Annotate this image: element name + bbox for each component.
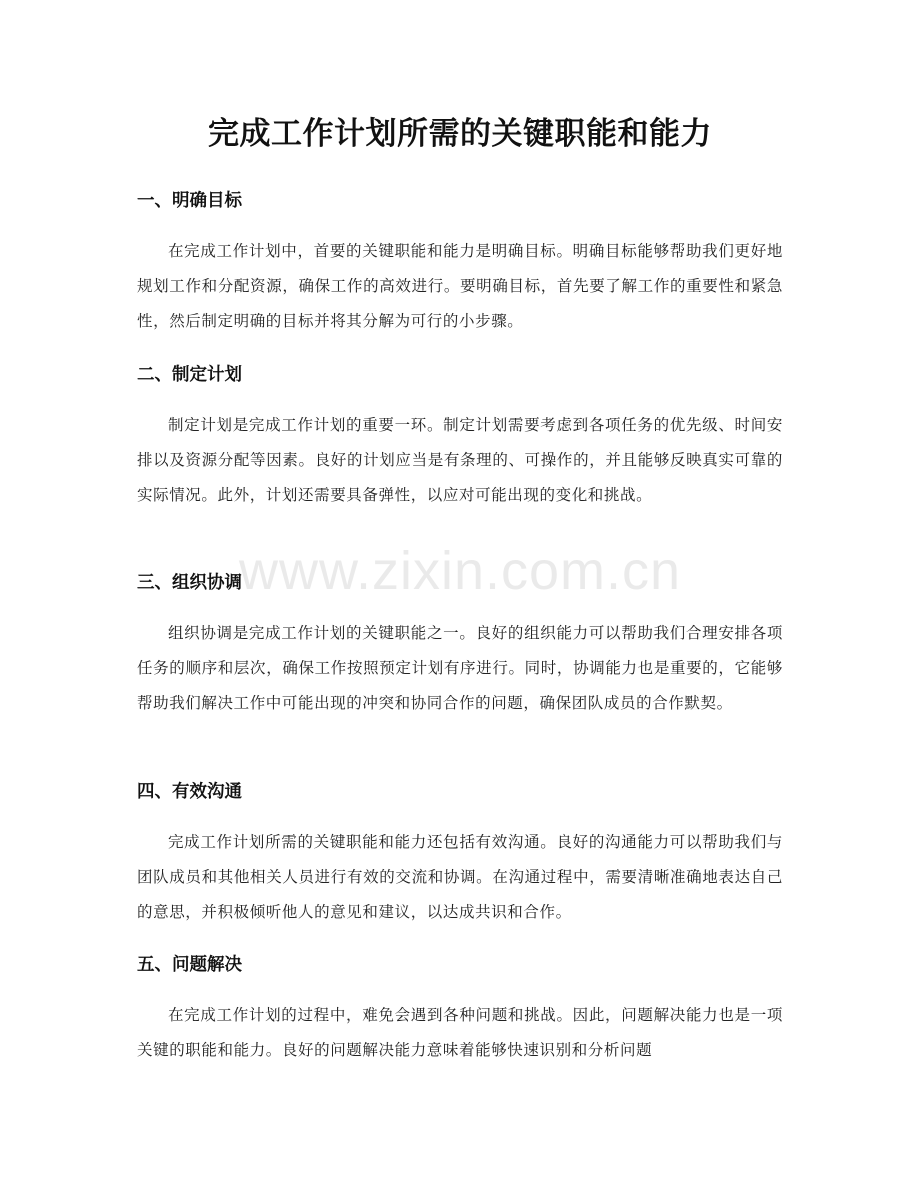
section-heading: 五、问题解决: [137, 955, 242, 975]
section-body: 在完成工作计划中，首要的关键职能和能力是明确目标。明确目标能够帮助我们更好地规划工作和分配资源，确保工作的高效进行。要明确目标，首先要了解工作的重要性和紧急性，然后制定明确的目标并将其分解为可行的小步骤。: [137, 242, 783, 330]
page-title: 完成工作计划所需的关键职能和能力: [208, 116, 712, 152]
section-heading: 四、有效沟通: [137, 782, 242, 802]
section-heading: 二、制定计划: [137, 365, 242, 385]
section-body: 完成工作计划所需的关键职能和能力还包括有效沟通。良好的沟通能力可以帮助我们与团队成员和其他相关人员进行有效的交流和协调。在沟通过程中，需要清晰准确地表达自己的意思，并积极倾听他人的意见和建议，以达成共识和合作。: [137, 833, 783, 921]
section-2: [137, 363, 783, 513]
section-4: [137, 780, 783, 930]
section-5: [137, 953, 783, 1068]
section-3: [137, 571, 783, 721]
section-body: 组织协调是完成工作计划的关键职能之一。良好的组织能力可以帮助我们合理安排各项任务的顺序和层次，确保工作按照预定计划有序进行。同时，协调能力也是重要的，它能够帮助我们解决工作中可能出现的冲突和协同合作的问题，确保团队成员的合作默契。: [137, 624, 783, 712]
section-body: 制定计划是完成工作计划的重要一环。制定计划需要考虑到各项任务的优先级、时间安排以及资源分配等因素。良好的计划应当是有条理的、可操作的，并且能够反映真实可靠的实际情况。此外，计划还需要具备弹性，以应对可能出现的变化和挑战。: [137, 416, 783, 504]
section-heading: 三、组织协调: [137, 573, 242, 593]
section-1: [137, 189, 783, 339]
section-body: 在完成工作计划的过程中，难免会遇到各种问题和挑战。因此，问题解决能力也是一项关键的职能和能力。良好的问题解决能力意味着能够快速识别和分析问题: [137, 1006, 783, 1059]
section-heading: 一、明确目标: [137, 191, 242, 211]
watermark: www.zixin.com.cn: [238, 541, 682, 601]
